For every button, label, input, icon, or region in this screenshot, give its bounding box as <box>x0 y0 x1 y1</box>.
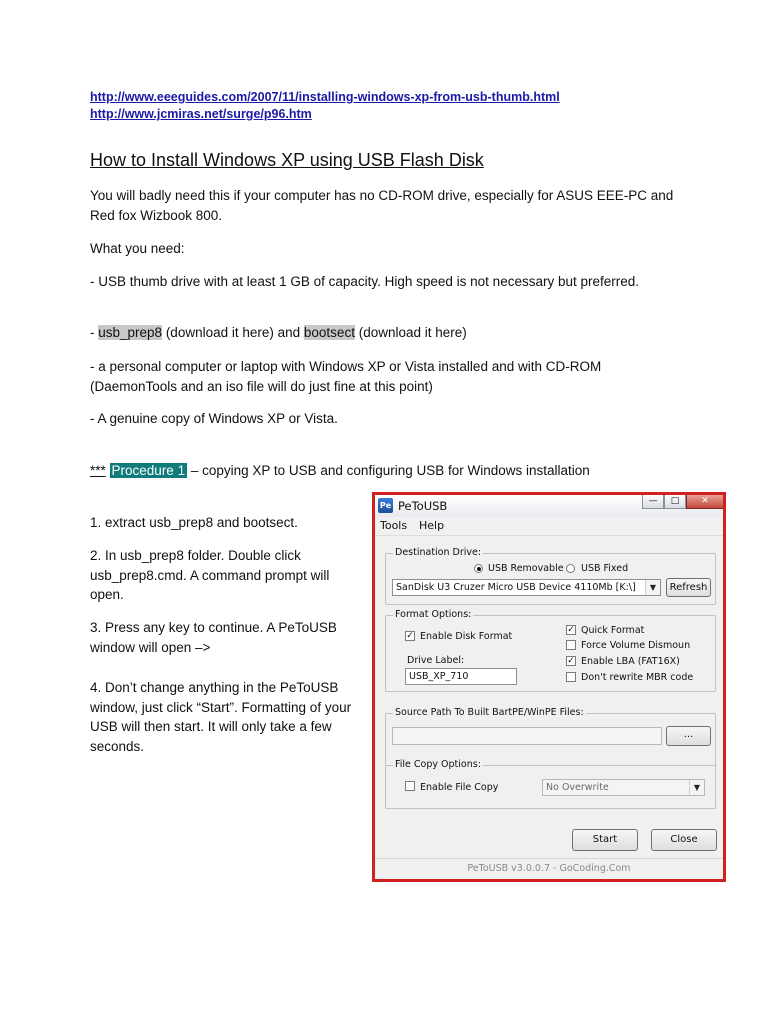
browse-button[interactable]: ... <box>666 726 711 746</box>
procedure-label: Procedure 1 <box>111 463 186 478</box>
status-bar: PeToUSB v3.0.0.7 - GoCoding.Com <box>375 858 723 879</box>
need-item-tools <box>90 323 690 343</box>
source-path-input[interactable] <box>392 727 662 745</box>
step-2: 2. In usb_prep8 folder. Double click usb_prep8.cmd. A command prompt will open. <box>90 548 330 602</box>
procedure-stars: *** <box>90 463 106 478</box>
petousb-app-icon: Pe <box>378 498 393 513</box>
window-titlebar <box>375 495 723 518</box>
intro-paragraph: You will badly need this if your computer has no CD-ROM drive, especially for ASUS EEE-PC and Red fox Wizbook 800. <box>90 188 674 223</box>
usb-removable-label: USB Removable <box>488 563 564 574</box>
overwrite-select[interactable] <box>542 779 705 796</box>
chevron-down-icon: ▼ <box>689 780 704 795</box>
dont-rewrite-mbr-checkbox[interactable] <box>566 672 576 682</box>
need-item-prefix: - <box>90 325 99 340</box>
bootsect-highlight: bootsect <box>303 325 355 340</box>
force-dismount-checkbox[interactable] <box>566 640 576 650</box>
need-title: What you need: <box>90 241 185 256</box>
force-dismount-label: Force Volume Dismoun <box>581 640 691 651</box>
link-jcmiras[interactable]: http://www.jcmiras.net/surge/p96.htm <box>90 107 312 121</box>
step-4: 4. Don’t change anything in the PeToUSB window, just click “Start”. Formatting of your USB will then start. It will only take a few seconds. <box>90 680 352 754</box>
close-button[interactable]: Close <box>651 829 717 851</box>
overwrite-select-value: No Overwrite <box>546 782 609 793</box>
chevron-down-icon: ▼ <box>645 580 660 595</box>
page-title: How to Install Windows XP using USB Flash Disk <box>90 150 484 170</box>
refresh-button[interactable]: Refresh <box>666 578 711 597</box>
menu-tools[interactable]: Tools <box>380 519 408 532</box>
minimize-icon[interactable]: — <box>642 495 664 509</box>
start-button[interactable]: Start <box>572 829 638 851</box>
source-path-label: Source Path To Built BartPE/WinPE Files: <box>395 707 584 718</box>
maximize-icon[interactable]: □ <box>664 495 686 509</box>
dont-rewrite-mbr-label: Don't rewrite MBR code <box>581 672 694 683</box>
enable-file-copy-checkbox[interactable] <box>405 781 415 791</box>
usb-prep8-highlight: usb_prep8 <box>98 325 163 340</box>
usb-removable-radio[interactable] <box>474 564 483 573</box>
procedure-text: – copying XP to USB and configuring USB for Windows installation <box>187 463 590 478</box>
need-item-thumb-drive: - USB thumb drive with at least 1 GB of capacity. High speed is not necessary but preferred. <box>90 274 640 289</box>
step-3: 3. Press any key to continue. A PeToUSB window will open –> <box>90 620 337 655</box>
menu-help[interactable]: Help <box>419 519 445 532</box>
close-window-icon[interactable]: ✕ <box>686 495 724 509</box>
quick-format-checkbox[interactable]: ✓ <box>567 625 575 635</box>
enable-lba-label: Enable LBA (FAT16X) <box>581 656 680 667</box>
enable-file-copy-label: Enable File Copy <box>420 782 499 793</box>
usb-fixed-label: USB Fixed <box>581 563 629 574</box>
petousb-window <box>372 492 726 882</box>
format-options-label: Format Options: <box>395 609 472 620</box>
enable-disk-format-checkbox[interactable]: ✓ <box>406 631 414 641</box>
step-1: 1. extract usb_prep8 and bootsect. <box>90 515 298 530</box>
need-item-mid: (download it here) and <box>162 325 304 340</box>
procedure-line <box>90 461 690 481</box>
device-select-value: SanDisk U3 Cruzer Micro USB Device 4110Mb [K:\] <box>396 582 636 593</box>
need-item-windows-copy: - A genuine copy of Windows XP or Vista. <box>90 411 338 426</box>
enable-lba-checkbox[interactable]: ✓ <box>567 656 575 666</box>
file-copy-options-label: File Copy Options: <box>395 759 481 770</box>
need-item-suffix: (download it here) <box>354 325 467 340</box>
device-select[interactable] <box>392 579 661 596</box>
usb-fixed-radio[interactable] <box>566 564 575 573</box>
link-eeeguides[interactable]: http://www.eeeguides.com/2007/11/installing-windows-xp-from-usb-thumb.html <box>90 90 560 104</box>
enable-disk-format-label: Enable Disk Format <box>420 631 513 642</box>
menu-bar <box>375 517 723 536</box>
destination-drive-label: Destination Drive: <box>395 547 482 558</box>
quick-format-label: Quick Format <box>581 625 645 636</box>
drive-label-caption: Drive Label: <box>407 655 465 666</box>
drive-label-input[interactable]: USB_XP_710 <box>405 668 517 685</box>
need-item-computer: - a personal computer or laptop with Windows XP or Vista installed and with CD-ROM (DaemonTools and an iso file will do just fine at this point) <box>90 359 602 394</box>
window-title: PeToUSB <box>398 499 448 513</box>
